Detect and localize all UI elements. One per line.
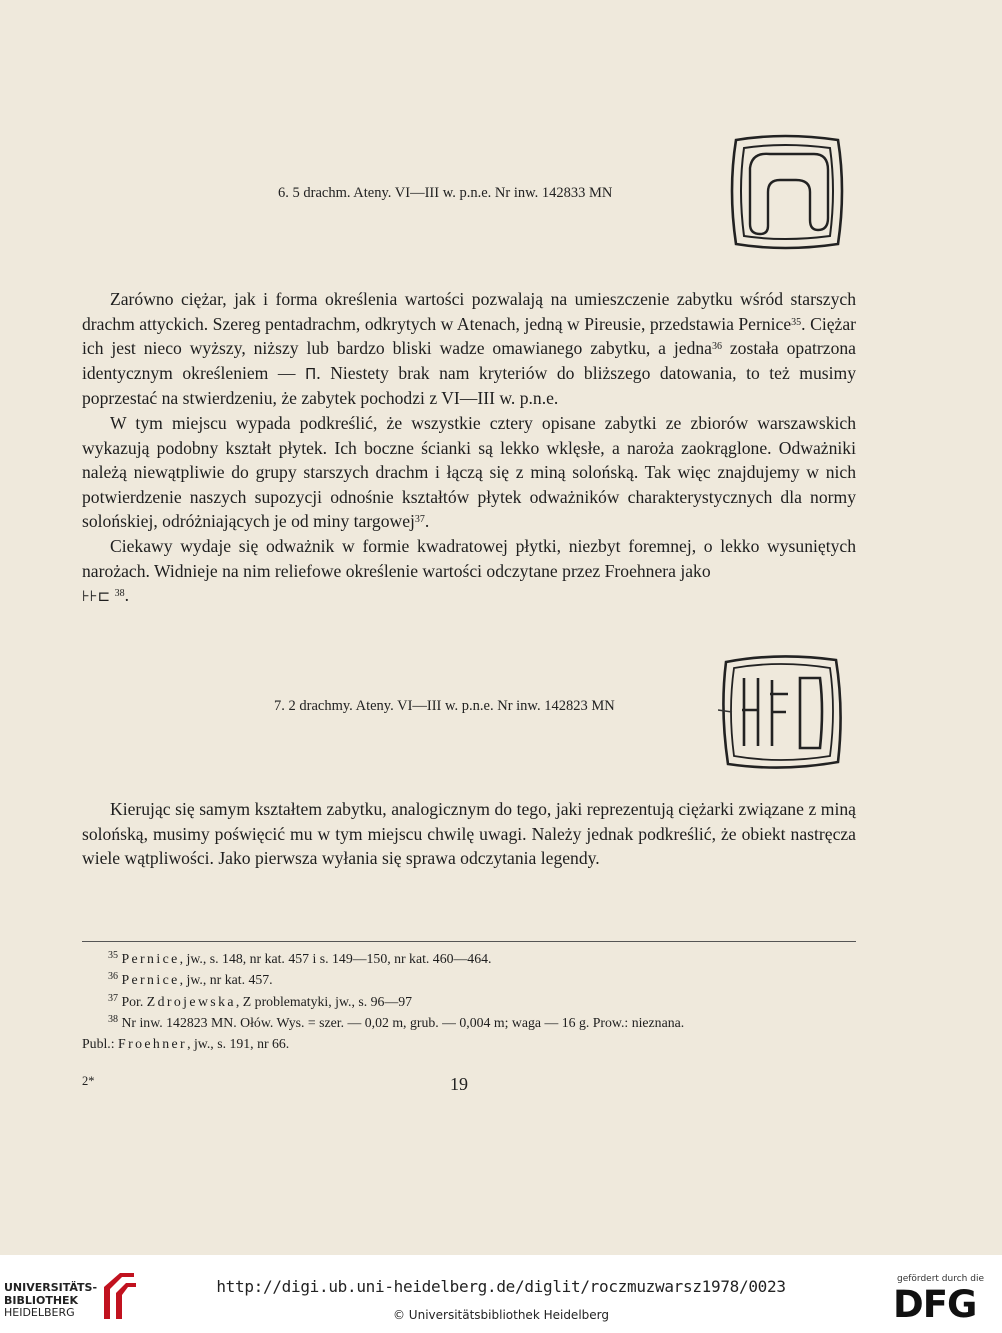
value-symbol-2: ⊦⊦⊏	[82, 587, 111, 606]
library-name-line-1: UNIVERSITÄTS-	[4, 1281, 98, 1294]
paragraph-1-text-c: została opatrzona identycznym określeniem —	[82, 338, 856, 383]
paragraph-2-text-a: W tym miejscu wypada podkreślić, że wszystkie cztery opisane zabytki ze zbiorów warszawskich wykazują podobny kształt płytek. Ich boczne ścianki są lekko wklęsłe, a naroża zaokrąglone. Odważniki należą niewątpliwie do grupy starszych drachm i łączą się z miną solońską. Tak więc znajdujemy w nich potwierdzenie naszych supozycji odnośnie kształtów płytek odważników charakterystycznych dla normy solońskiej, odróżniających je od miny targowej	[82, 412, 856, 532]
footnote-37-text: , Z problematyki, jw., s. 96—97	[235, 993, 413, 1009]
paragraph-1-text-b: . Ciężar ich jest nieco wyższy, niższy lub bardzo bliski wadze omawianego zabytku, a jedna	[82, 313, 856, 359]
figure-caption-6: 6. 5 drachm. Ateny. VI—III w. p.n.e. Nr inw. 142833 MN	[278, 185, 613, 201]
footnote-rule	[82, 941, 856, 942]
value-symbol: Π	[305, 364, 317, 383]
footnote-37-number: 37	[108, 992, 118, 1004]
paragraph-4-text: Kierując się samym kształtem zabytku, analogicznym do tego, jaki reprezentują ciężarki związane z miną solońską, musimy poświęcić mu w tym miejscu chwilę uwagi. Należy jednak podkreślić, że obiekt nastręcza wiele wątpliwości. Jako pierwsza wyłania się sprawa odczytania legendy.	[82, 799, 856, 869]
paragraph-3-text-b: .	[124, 585, 129, 606]
footnote-35	[82, 948, 856, 969]
footnote-ref-38: 38	[114, 588, 125, 600]
footnote-37-pre: Por.	[121, 993, 147, 1009]
paragraph-1	[82, 287, 856, 609]
footnote-36-text: , jw., nr kat. 457.	[179, 972, 273, 988]
footnote-36-number: 36	[108, 971, 118, 983]
footnote-38-number: 38	[108, 1013, 118, 1025]
copyright-notice: © Universitätsbibliothek Heidelberg	[392, 1308, 609, 1322]
dfg-logo: DFG	[893, 1283, 977, 1326]
paragraph-1-text-a: Zarówno ciężar, jak i forma określenia wartości pozwalają na umieszczenie zabytku wśród starszych drachm attyckich. Szereg pentadrachm, odkrytych w Atenach, jedną w Pireusie, przedstawia Pernice	[82, 289, 856, 334]
footer-bar	[0, 1255, 1002, 1333]
paragraph-1-text-d: . Niestety brak nam kryteriów do bliższego datowania, to też musimy poprzestać na stwierdzeniu, że zabytek pochodzi z VI—III w. p.n.e.	[82, 362, 856, 409]
library-name-line-2: BIBLIOTHEK	[4, 1293, 79, 1307]
footnotes	[82, 948, 856, 1054]
page-number: 19	[450, 1074, 468, 1094]
source-url-link[interactable]: http://digi.ub.uni-heidelberg.de/diglit/roczmuzwarsz1978/0023	[216, 1277, 786, 1296]
footnote-37	[82, 991, 856, 1012]
weight-drawing-7	[718, 650, 848, 772]
footnote-35-author: Pernice	[121, 951, 180, 966]
weight-drawing-6	[722, 130, 850, 255]
footnote-ref-37: 37	[414, 514, 425, 526]
footnote-38-author: Froehner	[118, 1036, 188, 1052]
footnote-36-author: Pernice	[121, 972, 180, 988]
footnote-35-text: , jw., s. 148, nr kat. 457 i s. 149—150, nr kat. 460—464.	[179, 951, 492, 966]
paragraph-4	[82, 797, 856, 871]
footnote-38	[82, 1012, 856, 1033]
footnote-ref-35: 35	[791, 316, 802, 328]
library-name-line-3: HEIDELBERG	[4, 1306, 75, 1319]
footnote-36	[82, 969, 856, 990]
footnote-38-publ-label: Publ.:	[82, 1036, 119, 1052]
footnote-35-number: 35	[108, 950, 118, 961]
figure-caption-7: 7. 2 drachmy. Ateny. VI—III w. p.n.e. Nr inw. 142823 MN	[274, 698, 615, 714]
paragraph-3-text-a: Ciekawy wydaje się odważnik w formie kwadratowej płytki, niezbyt foremnej, o lekko wysuniętych narożach. Widnieje na nim reliefowe określenie wartości odczytane przez Froehnera jako	[82, 535, 856, 581]
footnote-38-publ	[82, 1033, 856, 1054]
footnote-38-text: Nr inw. 142823 MN. Ołów. Wys. = szer. — 0,02 m, grub. — 0,004 m; waga — 16 g. Prow.: nieznana.	[121, 1014, 685, 1030]
footnote-ref-36: 36	[711, 341, 722, 353]
footnote-38-publ-text: , jw., s. 191, nr 66.	[187, 1036, 290, 1052]
footnote-37-author: Zdrojewska	[146, 993, 236, 1009]
paragraph-2-text-b: .	[424, 511, 430, 532]
signature-mark: 2*	[82, 1074, 95, 1088]
funding-note: gefördert durch die	[897, 1274, 984, 1284]
